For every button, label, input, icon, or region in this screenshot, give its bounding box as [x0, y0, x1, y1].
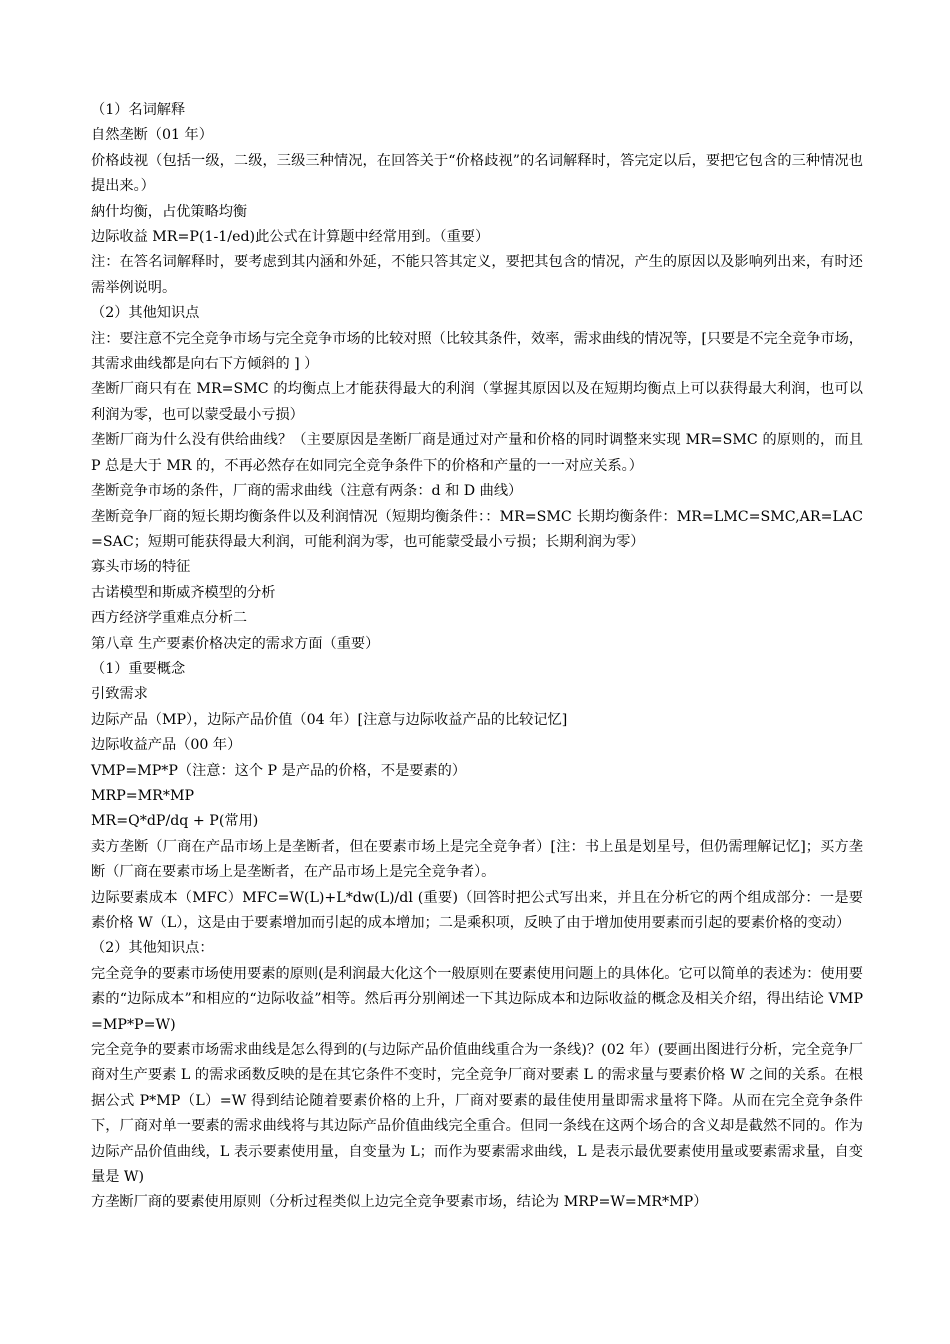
point-monopoly-supply-curve: 垄断厂商为什么没有供给曲线？（主要原因是垄断厂商是通过对产量和价格的同时调整来实现 MR=SMC 的原则的，而且 P 总是大于 MR 的，不再必然存在如同完全竞争条件下的价格和产量的一一对应关系。）: [91, 432, 863, 474]
formula-vmp: VMP=MP*P（注意：这个 P 是产品的价格，不是要素的）: [91, 762, 467, 779]
term-natural-monopoly: 自然垄断（01 年）: [91, 127, 213, 144]
point-oligopoly: 寡头市场的特征: [91, 559, 191, 576]
point-monopoly-factor-use: 方垄断厂商的要素使用原则（分析过程类似上边完全竞争要素市场，结论为 MRP=W=MR*MP）: [91, 1194, 708, 1211]
formula-mrp: MRP=MR*MP: [91, 787, 195, 804]
term-price-discrimination: 价格歧视（包括一级，二级，三级三种情况，在回答关于“价格歧视”的名词解释时，答完定以后，要把它包含的三种情况也提出来。）: [91, 152, 863, 195]
heading-other-points: （2）其他知识点: [91, 305, 200, 322]
section-title: 西方经济学重难点分析二: [91, 610, 248, 627]
heading-key-concepts: （1）重要概念: [91, 660, 186, 677]
formula-mr: MR=Q*dP/dq + P(常用): [91, 813, 259, 830]
concept-mfc: 边际要素成本（MFC）MFC=W(L)+L*dw(L)/dl (重要)（回答时把公式写出来，并且在分析它的两个组成部分：一是要素价格 W（L），这是由于要素增加而引起的成本增加；二是乘积项，反映了由于增加使用要素而引起的要素价格的变动）: [91, 889, 863, 931]
point-mc-equilibrium: 垄断竞争厂商的短长期均衡条件以及利润情况（短期均衡条件：：MR=SMC 长期均衡条件：MR=LMC=SMC,AR=LAC=SAC；短期可能获得最大利润，可能利润为零，也可能蒙受最小亏损；长期利润为零）: [91, 508, 863, 550]
term-marginal-revenue: 边际收益 MR=P(1-1/ed)此公式在计算题中经常用到。（重要）: [91, 229, 490, 246]
note-market-comparison: 注：要注意不完全竞争市场与完全竞争市场的比较对照（比较其条件，效率，需求曲线的情况等，[只要是不完全竞争市场，其需求曲线都是向右下方倾斜的 ] ）: [91, 330, 863, 373]
document-body: [91, 98, 863, 1216]
chapter-title: 第八章 生产要素价格决定的需求方面（重要）: [91, 635, 380, 652]
point-monopolistic-competition: 垄断竞争市场的条件，厂商的需求曲线（注意有两条：d 和 D 曲线）: [91, 483, 523, 500]
point-factor-use-principle: 完全竞争的要素市场使用要素的原则(是利润最大化这个一般原则在要素使用问题上的具体化。它可以简单的表述为：使用要素的“边际成本”和相应的“边际收益”相等。然后再分别阐述一下其边际成本和边际收益的概念及相关介绍，得出结论 VMP=MP*P=W): [91, 965, 863, 1033]
note-term-answering: 注：在答名词解释时，要考虑到其内涵和外延，不能只答其定义，要把其包含的情况，产生的原因以及影响列出来，有时还需举例说明。: [91, 254, 863, 296]
term-nash-equilibrium: 納什均衡，占优策略均衡: [91, 203, 248, 220]
concept-derived-demand: 引致需求: [91, 686, 148, 703]
point-monopoly-profit: 垄断厂商只有在 MR=SMC 的均衡点上才能获得最大的利润（掌握其原因以及在短期均衡点上可以获得最大利润，也可以利润为零，也可以蒙受最小亏损）: [91, 381, 863, 423]
heading-other-points-2: （2）其他知识点：: [91, 940, 214, 957]
concept-marginal-product: 边际产品（MP），边际产品价值（04 年）[注意与边际收益产品的比较记忆]: [91, 711, 568, 728]
heading-terms: （1）名词解释: [91, 102, 186, 118]
point-cournot-sweezy: 古诺模型和斯威齐模型的分析: [91, 584, 276, 601]
point-factor-demand-curve: 完全竞争的要素市场需求曲线是怎么得到的(与边际产品价值曲线重合为一条线)？(02 年）(要画出图进行分析，完全竞争厂商对生产要素 L 的需求函数反映的是在其它条件不变时，完全竞争厂商对要素 L 的需求量与要素价格 W 之间的关系。在根据公式 P*MP（L）=W 得到结论随着要素价格的上升，厂商对要素的最佳使用量即需求量将下降。从而在完全竞争条件下，厂商对单一要素的需求曲线将与其边际产品价值曲线完全重合。但同一条线在这两个场合的含义却是截然不同的。作为边际产品价值曲线，L 表示要素使用量，自变量为 L；而作为要素需求曲线，L 是表示最优要素使用量或要素需求量，自变量是 W): [91, 1042, 863, 1186]
concept-mrp: 边际收益产品（00 年）: [91, 737, 242, 754]
concept-monopoly-monopsony: 卖方垄断（厂商在产品市场上是垄断者，但在要素市场上是完全竞争者）[注：书上虽是划星号，但仍需理解记忆]；买方垄断（厂商在要素市场上是垄断者，在产品市场上是完全竞争者）。: [91, 838, 863, 881]
